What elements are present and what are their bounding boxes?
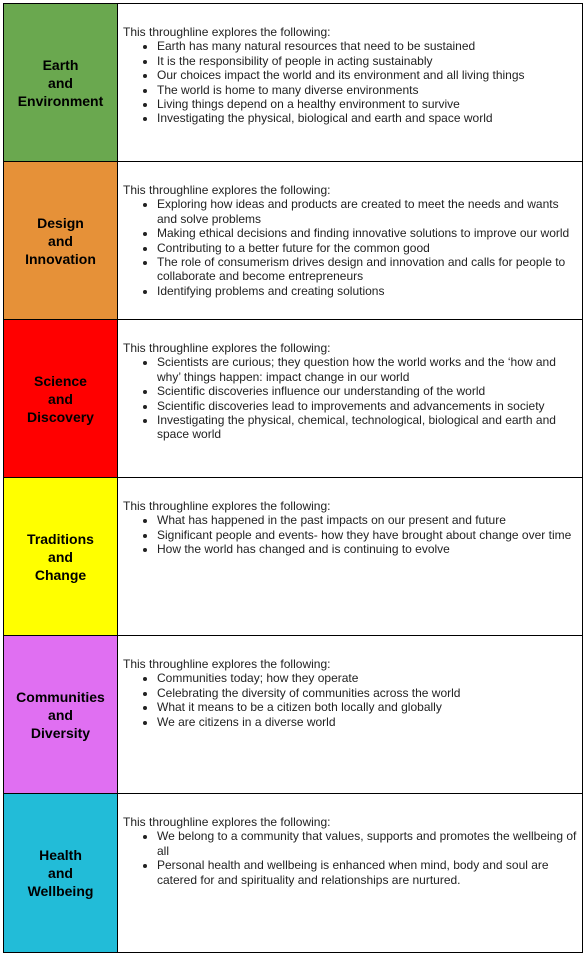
label-line: Communities xyxy=(16,688,105,705)
throughline-row-traditions-change xyxy=(4,478,583,636)
bullet-list xyxy=(123,513,578,556)
throughline-row-communities-diversity xyxy=(4,636,583,794)
throughline-label-earth-environment xyxy=(4,4,118,162)
bullet-item: • What it means to be a citizen both locally and globally xyxy=(157,700,578,714)
bullet-list xyxy=(123,39,578,125)
throughline-label-science-discovery xyxy=(4,320,118,478)
throughline-label-communities-diversity xyxy=(4,636,118,794)
bullet-item: • Personal health and wellbeing is enhanced when mind, body and soul are catered for and spirituality and relationships are nurtured. xyxy=(157,858,578,887)
throughline-label-health-wellbeing xyxy=(4,794,118,953)
throughlines-table xyxy=(3,3,583,953)
bullet-item: • The role of consumerism drives design and innovation and calls for people to collaborate and become entrepreneurs xyxy=(157,255,578,284)
throughline-label-traditions-change xyxy=(4,478,118,636)
label-line: Wellbeing xyxy=(27,883,94,899)
label-line: and xyxy=(48,232,73,249)
throughline-row-design-innovation xyxy=(4,162,583,320)
label-line: Change xyxy=(34,566,87,583)
intro-text: This throughline explores the following: xyxy=(123,657,331,671)
label-line: and xyxy=(48,548,73,565)
bullet-item: • It is the responsibility of people in acting sustainably xyxy=(157,54,578,68)
bullet-item: • We are citizens in a diverse world xyxy=(157,715,578,729)
label-line: and xyxy=(48,706,73,723)
label-line: Discovery xyxy=(27,408,94,425)
throughline-description xyxy=(118,4,583,162)
label-line: Environment xyxy=(17,92,104,109)
throughline-description xyxy=(118,478,583,636)
bullet-item: • Investigating the physical, chemical, technological, biological and earth and space world xyxy=(157,413,578,442)
bullet-item: • Significant people and events- how they have brought about change over time xyxy=(157,528,578,542)
bullet-list xyxy=(123,197,578,298)
bullet-item: • Scientists are curious; they question how the world works and the ‘how and why’ things happen: impact change in our world xyxy=(157,355,578,384)
bullet-item: • Scientific discoveries influence our understanding of the world xyxy=(157,384,578,398)
throughline-label-design-innovation xyxy=(4,162,118,320)
bullet-item: • Living things depend on a healthy environment to survive xyxy=(157,97,578,111)
bullet-item: • We belong to a community that values, supports and promotes the wellbeing of all xyxy=(157,829,578,858)
throughline-row-science-discovery xyxy=(4,320,583,478)
bullet-item: • Identifying problems and creating solutions xyxy=(157,284,578,298)
bullet-item: • Contributing to a better future for the common good xyxy=(157,241,578,255)
throughline-description xyxy=(118,794,583,953)
bullet-item: • What has happened in the past impacts on our present and future xyxy=(157,513,578,527)
bullet-item: • How the world has changed and is continuing to evolve xyxy=(157,542,578,556)
intro-text: This throughline explores the following: xyxy=(123,25,331,39)
label-line: Health xyxy=(39,847,82,863)
throughline-row-health-wellbeing xyxy=(4,794,583,953)
bullet-item: • Our choices impact the world and its environment and all living things xyxy=(157,68,578,82)
bullet-item: • Communities today; how they operate xyxy=(157,671,578,685)
throughline-description xyxy=(118,320,583,478)
label-line: Innovation xyxy=(25,250,96,267)
label-line: Design xyxy=(37,214,84,231)
throughline-description xyxy=(118,636,583,794)
bullet-list xyxy=(123,671,578,729)
label-line: Science xyxy=(34,372,87,389)
bullet-item: • Celebrating the diversity of communities across the world xyxy=(157,686,578,700)
bullet-item: • Exploring how ideas and products are created to meet the needs and wants and solve problems xyxy=(157,197,578,226)
label-line: Diversity xyxy=(30,724,91,741)
label-line: Traditions xyxy=(27,530,94,547)
intro-text: This throughline explores the following: xyxy=(123,815,331,829)
intro-text: This throughline explores the following: xyxy=(123,499,331,513)
bullet-item: • Scientific discoveries lead to improvements and advancements in society xyxy=(157,399,578,413)
intro-text: This throughline explores the following: xyxy=(123,183,331,197)
throughline-row-earth-environment xyxy=(4,4,583,162)
bullet-item: • The world is home to many diverse environments xyxy=(157,83,578,97)
bullet-item: • Earth has many natural resources that need to be sustained xyxy=(157,39,578,53)
label-line: Earth xyxy=(42,56,79,73)
intro-text: This throughline explores the following: xyxy=(123,341,331,355)
bullet-list xyxy=(123,355,578,441)
label-line: and xyxy=(48,390,73,407)
label-line: and xyxy=(48,74,73,91)
bullet-item: • Investigating the physical, biological and earth and space world xyxy=(157,111,578,125)
bullet-list xyxy=(123,829,578,887)
label-line: and xyxy=(48,865,73,881)
bullet-item: • Making ethical decisions and finding innovative solutions to improve our world xyxy=(157,226,578,240)
throughline-description xyxy=(118,162,583,320)
